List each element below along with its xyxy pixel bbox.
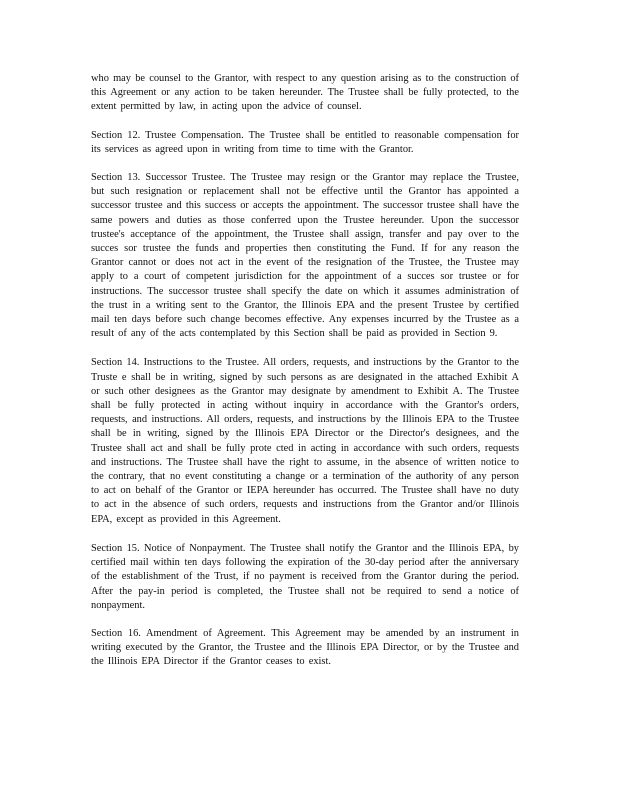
paragraph-section-15-notice-of-nonpayment: Section 15. Notice of Nonpayment. The Trustee shall notify the Grantor and the Illinois EPA, by certified mail within ten days following the expiration of the 30-day period after the anniversary of the establishment of the Trust, if no payment is received from the Grantor during the period. After the pay-in period is completed, the Trustee shall not be required to send a notice of nonpayment. (91, 542, 519, 611)
paragraph-counsel-continuation: who may be counsel to the Grantor, with respect to any question arising as to the construction of this Agreement or any action to be taken hereunder. The Trustee shall be fully protected, to the extent permitted by law, in acting upon the advice of counsel. (91, 73, 519, 113)
paragraph-section-16-amendment: Section 16. Amendment of Agreement. This Agreement may be amended by an instrument in writing executed by the Grantor, the Trustee and the Illinois EPA Director, or by the Trustee and the Illinois EPA Director if the Grantor ceases to exist. (91, 627, 519, 668)
paragraph-section-12-trustee-compensation: Section 12. Trustee Compensation. The Trustee shall be entitled to reasonable compensation for its services as agreed upon in writing from time to time with the Grantor. (91, 129, 519, 155)
paragraph-section-13-successor-trustee: Section 13. Successor Trustee. The Trustee may resign or the Grantor may replace the Trustee, but such resignation or replacement shall not be effective until the Grantor has appointed a successor trustee and this success or accepts the appointment. The successor trustee shall have the same powers and duties as those conferred upon the Trustee hereunder. Upon the successor trustee's acceptance of the appointment, the Trustee shall assign, transfer and pay over to the succes sor trustee the funds and properties then constituting the Fund. If for any reason the Grantor cannot or does not act in the event of the resignation of the Trustee, the Trustee may apply to a court of competent jurisdiction for the appointment of a succes sor trustee or for instructions. The successor trustee shall specify the date on which it assumes administration of the trust in a writing sent to the Grantor, the Illinois EPA and the present Trustee by certified mail ten days before such change becomes effective. Any expenses incurred by the Trustee as a result of any of the acts contemplated by this Section shall be paid as provided in Section 9. (91, 172, 519, 340)
paragraph-section-14-instructions: Section 14. Instructions to the Trustee. All orders, requests, and instructions by the Grantor to the Truste e shall be in writing, signed by such persons as are designated in the attached Exhibit A or such other designees as the Grantor may designate by amendment to Exhibit A. The Trustee shall be fully protected in acting without inquiry in accordance with the Grantor's orders, requests, and instructions. All orders, requests, and instructions by the Illinois EPA to the Trustee shall be in writing, signed by the Illinois EPA Director or the Director's designees, and the Trustee shall act and shall be fully prote cted in acting in accordance with such orders, requests and instructions. The Trustee shall have the right to assume, in the absence of written notice to the contrary, that no event constituting a change or a termination of the authority of any person to act on behalf of the Grantor or IEPA hereunder has occurred. The Trustee shall have no duty to act in the absence of such orders, requests and instructions from the Grantor and/or Illinois EPA, except as provided in this Agreement. (91, 357, 519, 525)
document-page (91, 72, 519, 684)
